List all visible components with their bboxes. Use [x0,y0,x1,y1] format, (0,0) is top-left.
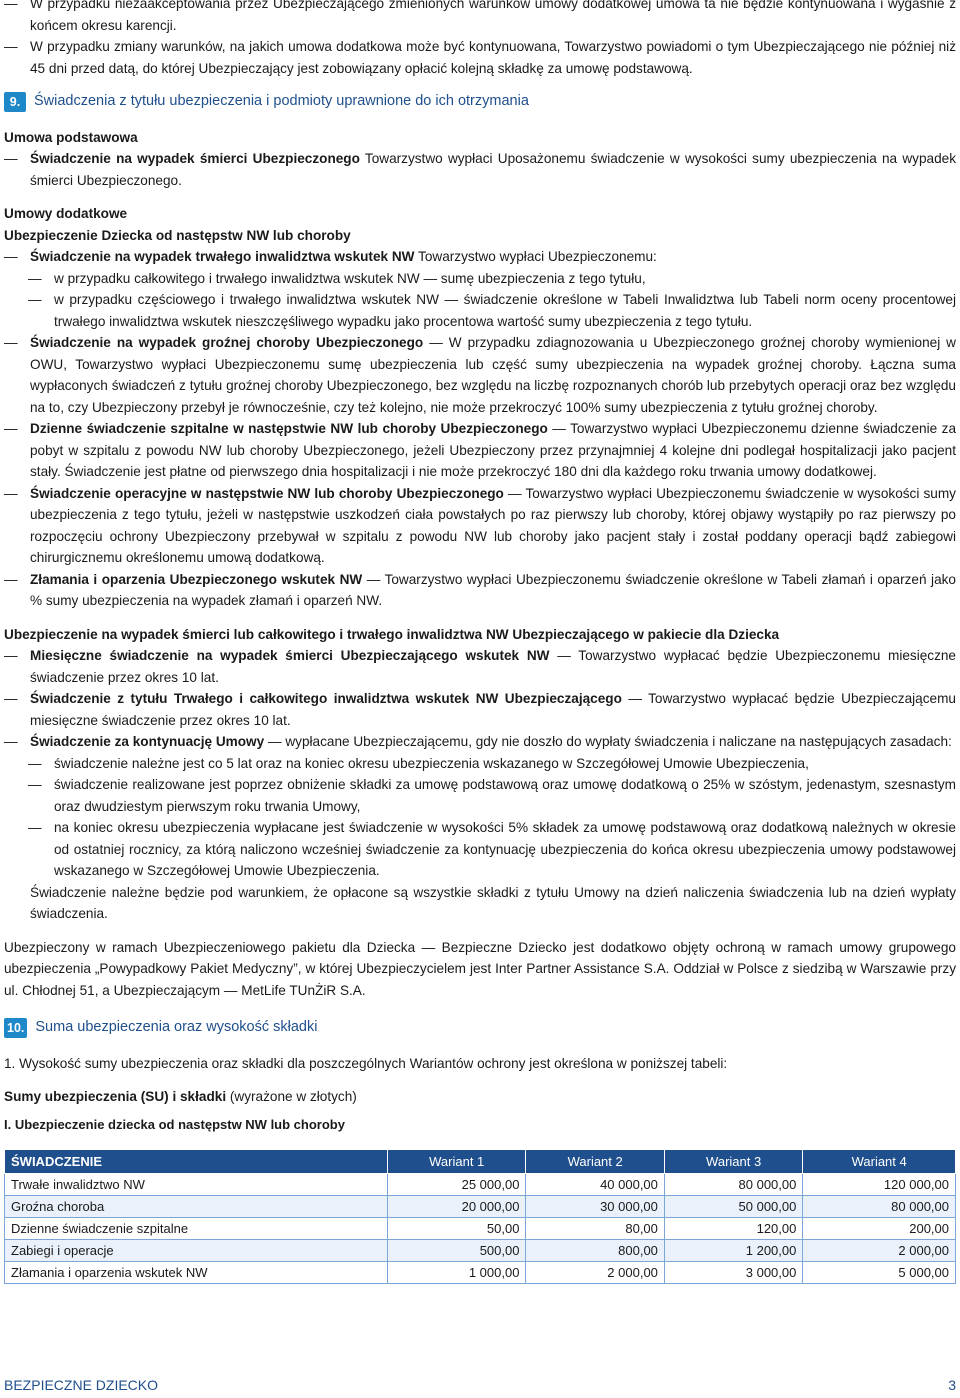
pakiet-closing: Świadczenie należne będzie pod warunkiem, że opłacone są wszystkie składki z tytułu Umowy na dzień naliczenia świadczenia lub na dzień wypłaty świadczenia. [30,884,956,921]
table-cell: 800,00 [526,1240,664,1262]
section-10-heading [4,1017,956,1039]
umowa-podstawowa-item-1-label: Świadczenie na wypadek śmierci Ubezpieczonego [30,151,360,166]
table-cell: 25 000,00 [388,1174,526,1196]
dodatkowe-item-1-sub-1: — w przypadku całkowitego i trwałego inwalidztwa wskutek NW — sumę ubezpieczenia z tego tytułu, [4,268,956,290]
table-cell: Dzienne świadczenie szpitalne [5,1218,388,1240]
dodatkowe-item-2 [4,332,956,418]
section-9-number-badge: 9. [4,92,26,112]
table-header-cell: Wariant 2 [526,1150,664,1174]
section-9-title: Świadczenia z tytułu ubezpieczenia i podmioty uprawnione do ich otrzymania [34,93,529,109]
dodatkowe-item-4-label: Świadczenie operacyjne w następstwie NW lub choroby Ubezpieczonego [30,485,504,501]
dodatkowe-item-1-sub-2: — w przypadku częściowego i trwałego inwalidztwa wskutek NW — świadczenie określone w Tabeli Inwalidztwa lub Tabeli norm oceny procentowej trwałego inwalidztwa wskutek nieszczęśliwego wypadku jako procentowa wartość sumy ubezpieczenia z tego tytułu. [4,289,956,332]
umowa-podstawowa-item-1 [4,148,956,191]
table-row [5,1218,956,1240]
table-cell: 120,00 [664,1218,802,1240]
additional-coverage-paragraph: Ubezpieczony w ramach Ubezpieczeniowego pakietu dla Dziecka — Bezpieczne Dziecko jest dodatkowo objęty ochroną w ramach umowy grupowego ubezpieczenia „Powypadkowy Pakiet Medyczny”, w której Ubezpieczycielem jest Inter Partner Assistance S.A. Oddział w Polsce z siedzibą w Warszawie przy ul. Chłodnej 51, a Ubezpieczającym — MetLife TUnŻiR S.A. [4,939,956,998]
pakiet-item-2 [4,688,956,731]
intro-item-2 [4,36,956,79]
table-cell: Zabiegi i operacje [5,1240,388,1262]
dodatkowe-item-5-label: Złamania i oparzenia Ubezpieczonego wskutek NW [30,571,363,587]
pakiet-item-1-text: — Towarzystwo wypłacać będzie Ubezpieczonemu miesięczne świadczenie przez okres 10 lat. [30,648,956,685]
pakiet-item-3 [4,731,956,753]
benefits-table [4,1149,956,1284]
section-10-number-badge: 10. [4,1018,27,1038]
umowa-podstawowa-item-1-text: Towarzystwo wypłaci Uposażonemu świadczenie w wysokości sumy ubezpieczenia na wypadek śmierci Ubezpieczonego. [30,151,956,188]
table-title: I. Ubezpieczenie dziecka od następstw NW lub choroby [4,1116,345,1132]
table-row [5,1240,956,1262]
intro-item-1 [4,0,956,36]
dodatkowe-item-3 [4,418,956,483]
umowa-podstawowa-heading: Umowa podstawowa [4,129,138,145]
dodatkowe-item-5 [4,569,956,612]
document-body [4,0,956,1284]
table-cell: 1 200,00 [664,1240,802,1262]
dodatkowe-item-3-text: — Towarzystwo wypłaci Ubezpieczonemu dzienne świadczenie za pobyt w szpitalu z powodu NW lub choroby Ubezpieczonego, jeżeli Ubezpieczony przez przynajmniej 4 kolejne dni podlegał hospitalizacji jako pacjent stały. Świadczenie jest płatne od pierwszego dnia hospitalizacji i nie może przekroczyć 180 dni dla każdego roku trwania umowy dodatkowej. [30,421,957,479]
pakiet-heading: Ubezpieczenie na wypadek śmierci lub całkowitego i trwałego inwalidztwa NW Ubezpieczającego w pakiecie dla Dziecka [4,626,780,642]
table-cell: 80 000,00 [664,1174,802,1196]
table-cell: 50,00 [388,1218,526,1240]
table-cell: 2 000,00 [803,1240,956,1262]
page-footer [4,1376,956,1394]
table-header-row [5,1150,956,1174]
table-cell: 30 000,00 [526,1196,664,1218]
table-header-cell: Wariant 1 [388,1150,526,1174]
table-cell: 50 000,00 [664,1196,802,1218]
umowy-dodatkowe-heading: Umowy dodatkowe [4,206,128,221]
dodatkowe-item-4-text: — Towarzystwo wypłaci Ubezpieczonemu świadczenie w wysokości sumy ubezpieczenia z tego tytułu, jeżeli w następstwie uszkodzeń ciała powstałych po raz pierwszy lub choroby, której objawy wystąpiły po raz pierwszy po rozpoczęciu ochrony Ubezpieczony przebywał w szpitalu z powodu NW lub choroby jako pacjent stały i został poddany operacji bądź zabiegowi chirurgicznemu określonemu umową dodatkową. [30,485,956,565]
pakiet-item-2-label: Świadczenie z tytułu Trwałego i całkowitego inwalidztwa wskutek NW Ubezpieczającego [30,691,622,706]
table-row [5,1262,956,1284]
table-cell: 500,00 [388,1240,526,1262]
table-cell: 120 000,00 [803,1174,956,1196]
dodatkowe-item-3-label: Dzienne świadczenie szpitalne w następstwie NW lub choroby Ubezpieczonego [30,421,548,436]
pakiet-item-3-sub-2: — świadczenie realizowane jest poprzez obniżenie składki za umowę podstawową oraz umowę dodatkową o 25% w szóstym, jedenastym, szesnastym oraz dwudziestym pierwszym roku trwania Umowy, [4,774,956,817]
table-header-cell: Wariant 4 [803,1150,956,1174]
section-10-point-1: 1. Wysokość sumy ubezpieczenia oraz składki dla poszczególnych Wariantów ochrony jest określona w poniższej tabeli: [4,1055,728,1071]
pakiet-item-3-sub-3: — na koniec okresu ubezpieczenia wypłacane jest świadczenie w wysokości 5% składek za umowę podstawową oraz dodatkową należnych w okresie od ostatniej rocznicy, za którą naliczono wcześniej świadczenie za kontynuację ubezpieczenia do końca okresu ubezpieczenia umowy podstawowej wskazanego w Szczegółowej Umowie Ubezpieczenia. [4,817,956,882]
table-cell: 5 000,00 [803,1262,956,1284]
table-row [5,1174,956,1196]
intro-item-1-text: W przypadku niezaakceptowania przez Ubezpieczającego zmienionych warunków umowy dodatkowej umowa ta nie będzie kontynuowana i wygaśnie z końcem okresu karencji. [30,0,956,33]
dodatkowe-item-5-text: — Towarzystwo wypłaci Ubezpieczonemu świadczenie określone w Tabeli złamań i oparzeń jako % sumy ubezpieczenia na wypadek złamań i oparzeń NW. [30,571,956,608]
table-cell: 80 000,00 [803,1196,956,1218]
sums-heading-bold: Sumy ubezpieczenia (SU) i składki [4,1089,227,1104]
dodatkowe-item-4 [4,483,956,569]
dodatkowe-item-1 [4,246,956,268]
dodatkowe-item-1-label: Świadczenie na wypadek trwałego inwalidztwa wskutek NW [30,249,415,264]
table-row [5,1196,956,1218]
table-cell: 1 000,00 [388,1262,526,1284]
dodatkowe-item-1-text: Towarzystwo wypłaci Ubezpieczonemu: [414,249,657,264]
intro-item-2-text: W przypadku zmiany warunków, na jakich umowa dodatkowa może być kontynuowana, Towarzystwo powiadomi o tym Ubezpieczającego nie później niż 45 dni przed datą, do której Ubezpieczający jest zobowiązany opłacić kolejną składkę za umowę podstawową. [30,39,956,76]
table-cell: Groźna choroba [5,1196,388,1218]
umowy-dodatkowe-subheading: Ubezpieczenie Dziecka od następstw NW lub choroby [4,227,351,243]
footer-title: BEZPIECZNE DZIECKO [4,1377,159,1393]
table-cell: 3 000,00 [664,1262,802,1284]
dodatkowe-item-2-label: Świadczenie na wypadek groźnej choroby Ubezpieczonego [30,335,424,350]
pakiet-item-1-label: Miesięczne świadczenie na wypadek śmierci Ubezpieczającego wskutek NW [30,648,550,663]
pakiet-item-3-text: — wypłacane Ubezpieczającemu, gdy nie doszło do wypłaty świadczenia i naliczane na następujących zasadach: [264,734,952,749]
sums-heading [4,1086,956,1108]
pakiet-item-3-sub-1: — świadczenie należne jest co 5 lat oraz na koniec okresu ubezpieczenia wskazanego w Szczegółowej Umowie Ubezpieczenia, [4,753,956,775]
table-cell: 2 000,00 [526,1262,664,1284]
table-cell: Złamania i oparzenia wskutek NW [5,1262,388,1284]
pakiet-item-3-label: Świadczenie za kontynuację Umowy [30,734,265,749]
section-10-title: Suma ubezpieczenia oraz wysokość składki [35,1019,318,1035]
table-header-cell: ŚWIADCZENIE [5,1150,388,1174]
table-cell: 200,00 [803,1218,956,1240]
table-header-cell: Wariant 3 [664,1150,802,1174]
table-cell: 80,00 [526,1218,664,1240]
pakiet-item-1 [4,645,956,688]
table-cell: Trwałe inwalidztwo NW [5,1174,388,1196]
table-cell: 20 000,00 [388,1196,526,1218]
pakiet-item-2-text: — Towarzystwo wypłacać będzie Ubezpieczającemu miesięczne świadczenie przez okres 10 lat. [30,691,956,728]
section-9-heading [4,91,956,113]
page-number: 3 [948,1377,956,1393]
dodatkowe-item-2-text: — W przypadku zdiagnozowania u Ubezpieczonego groźnej choroby wymienionej w OWU, Towarzystwo wypłaci Ubezpieczonemu sumę ubezpieczenia lub część sumy ubezpieczenia na wypadek groźnej choroby. Łączna suma wypłaconych świadczeń z tytułu groźnej choroby Ubezpieczonego, bez względu na liczbę rozpoznanych chorób lub przebytych operacji oraz bez względu na to, czy Ubezpieczony przebył je równocześnie, czy też kolejno, nie może przekroczyć 100% sumy ubezpieczenia z tytułu groźnej choroby. [30,335,957,415]
table-cell: 40 000,00 [526,1174,664,1196]
sums-heading-rest: (wyrażone w złotych) [226,1089,357,1104]
